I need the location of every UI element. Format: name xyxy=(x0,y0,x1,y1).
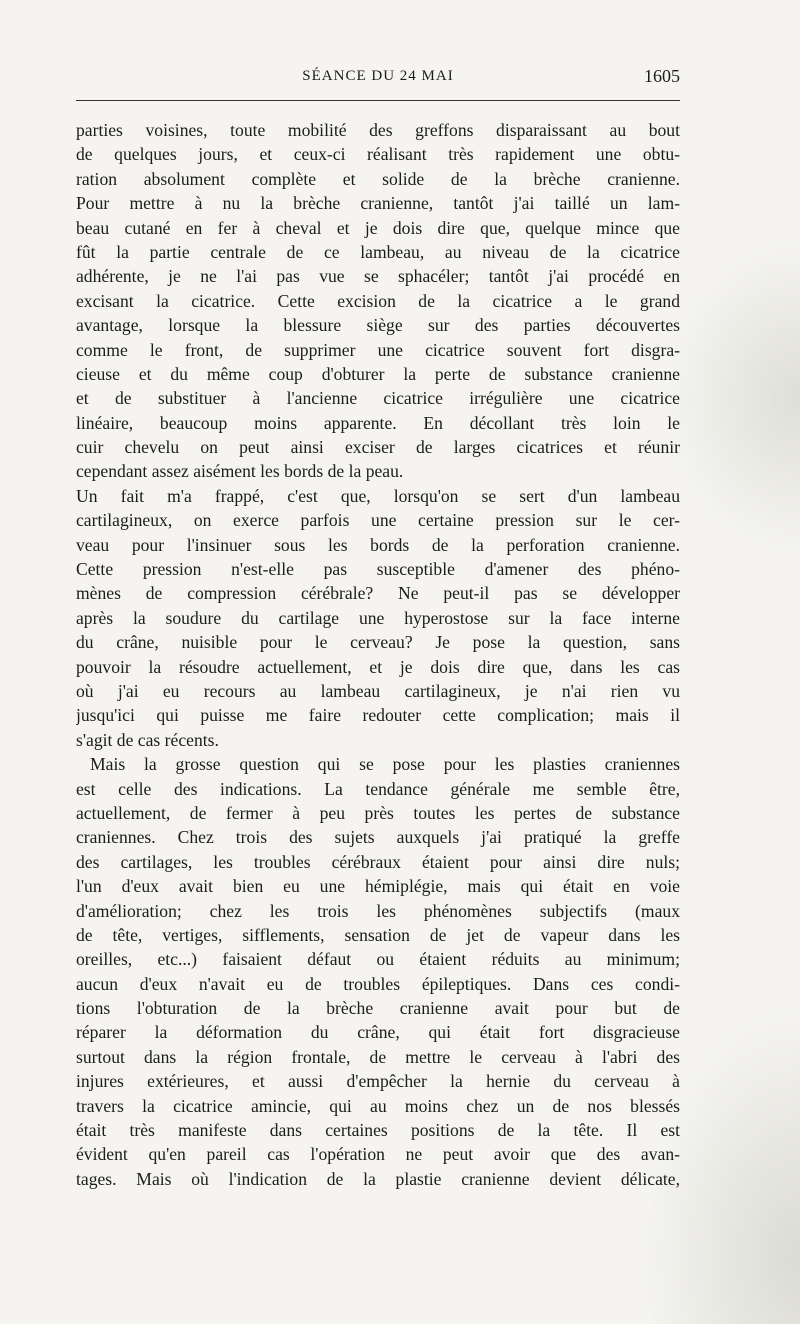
text-line: fût la partie centrale de ce lambeau, au niveau de la cicatrice xyxy=(76,241,680,262)
text-line: beau cutané en fer à cheval et je dois dire que, quelque mince que xyxy=(76,217,680,238)
text-line: ration absolument complète et solide de la brèche cranienne. xyxy=(76,168,680,189)
text-line: où j'ai eu recours au lambeau cartilagineux, je n'ai rien vu xyxy=(76,680,680,701)
page-header xyxy=(76,62,680,92)
text-line: mènes de compression cérébrale? Ne peut-il pas se développer xyxy=(76,583,680,604)
text-line: s'agit de cas récents. xyxy=(76,729,219,750)
text-line: des cartilages, les troubles cérébraux étaient pour ainsi dire nuls; xyxy=(76,851,680,872)
text-line: excisant la cicatrice. Cette excision de la cicatrice a le grand xyxy=(76,290,680,311)
text-line: adhérente, je ne l'ai pas vue se sphacéler; tantôt j'ai procédé en xyxy=(76,266,680,287)
text-line: cuir chevelu on peut ainsi exciser de larges cicatrices et réunir xyxy=(76,437,680,458)
text-line: Cette pression n'est-elle pas susceptible d'amener des phéno- xyxy=(76,559,680,580)
text-line: cependant assez aisément les bords de la peau. xyxy=(76,461,404,482)
text-line: après la soudure du cartilage une hyperostose sur la face interne xyxy=(76,607,680,628)
text-line: Pour mettre à nu la brèche cranienne, tantôt j'ai taillé un lam- xyxy=(76,193,680,214)
text-line: était très manifeste dans certaines positions de la tête. Il est xyxy=(76,1120,680,1141)
text-line: Mais la grosse question qui se pose pour les plasties craniennes xyxy=(90,754,680,775)
text-line: de quelques jours, et ceux-ci réalisant très rapidement une obtu- xyxy=(76,144,680,165)
text-line: est celle des indications. La tendance générale me semble être, xyxy=(76,778,680,799)
body-text xyxy=(76,118,680,1191)
text-line: linéaire, beaucoup moins apparente. En décollant très loin le xyxy=(76,412,680,433)
text-line: cartilagineux, on exerce parfois une certaine pression sur le cer- xyxy=(76,510,680,531)
text-line: Un fait m'a frappé, c'est que, lorsqu'on se sert d'un lambeau xyxy=(76,485,680,506)
text-line: de tête, vertiges, sifflements, sensation de jet de vapeur dans les xyxy=(76,924,680,945)
text-line: pouvoir la résoudre actuellement, et je dois dire que, dans les cas xyxy=(76,656,680,677)
text-line: veau pour l'insinuer sous les bords de la perforation cranienne. xyxy=(76,534,680,555)
text-line: craniennes. Chez trois des sujets auxquels j'ai pratiqué la greffe xyxy=(76,827,680,848)
text-line: et de substituer à l'ancienne cicatrice irrégulière une cicatrice xyxy=(76,388,680,409)
text-line: l'un d'eux avait bien eu une hémiplégie, mais qui était en voie xyxy=(76,876,680,897)
text-line: actuellement, de fermer à peu près toutes les pertes de substance xyxy=(76,802,680,823)
text-line: comme le front, de supprimer une cicatrice souvent fort disgra- xyxy=(76,339,680,360)
text-line: tages. Mais où l'indication de la plastie cranienne devient délicate, xyxy=(76,1168,680,1189)
text-line: aucun d'eux n'avait eu de troubles épileptiques. Dans ces condi- xyxy=(76,973,680,994)
page-number: 1605 xyxy=(644,66,680,86)
text-line: travers la cicatrice amincie, qui au moins chez un de nos blessés xyxy=(76,1095,680,1116)
header-rule xyxy=(76,100,680,101)
text-line: parties voisines, toute mobilité des greffons disparaissant au bout xyxy=(76,120,680,140)
text-line: d'amélioration; chez les trois les phénomènes subjectifs (maux xyxy=(76,900,680,921)
text-line: tions l'obturation de la brèche cranienne avait pour but de xyxy=(76,998,680,1019)
text-line: du crâne, nuisible pour le cerveau? Je pose la question, sans xyxy=(76,632,680,653)
text-line: cieuse et du même coup d'obturer la perte de substance cranienne xyxy=(76,363,680,384)
text-line: surtout dans la région frontale, de mettre le cerveau à l'abri des xyxy=(76,1046,680,1067)
text-line: jusqu'ici qui puisse me faire redouter cette complication; mais il xyxy=(76,705,680,726)
text-line: oreilles, etc...) faisaient défaut ou étaient réduits au minimum; xyxy=(76,949,680,970)
running-title: SÉANCE DU 24 MAI xyxy=(302,68,454,84)
text-line: réparer la déformation du crâne, qui était fort disgracieuse xyxy=(76,1022,680,1043)
text-line: injures extérieures, et aussi d'empêcher la hernie du cerveau à xyxy=(76,1071,680,1092)
text-line: évident qu'en pareil cas l'opération ne peut avoir que des avan- xyxy=(76,1144,680,1165)
text-line: avantage, lorsque la blessure siège sur des parties découvertes xyxy=(76,315,680,336)
